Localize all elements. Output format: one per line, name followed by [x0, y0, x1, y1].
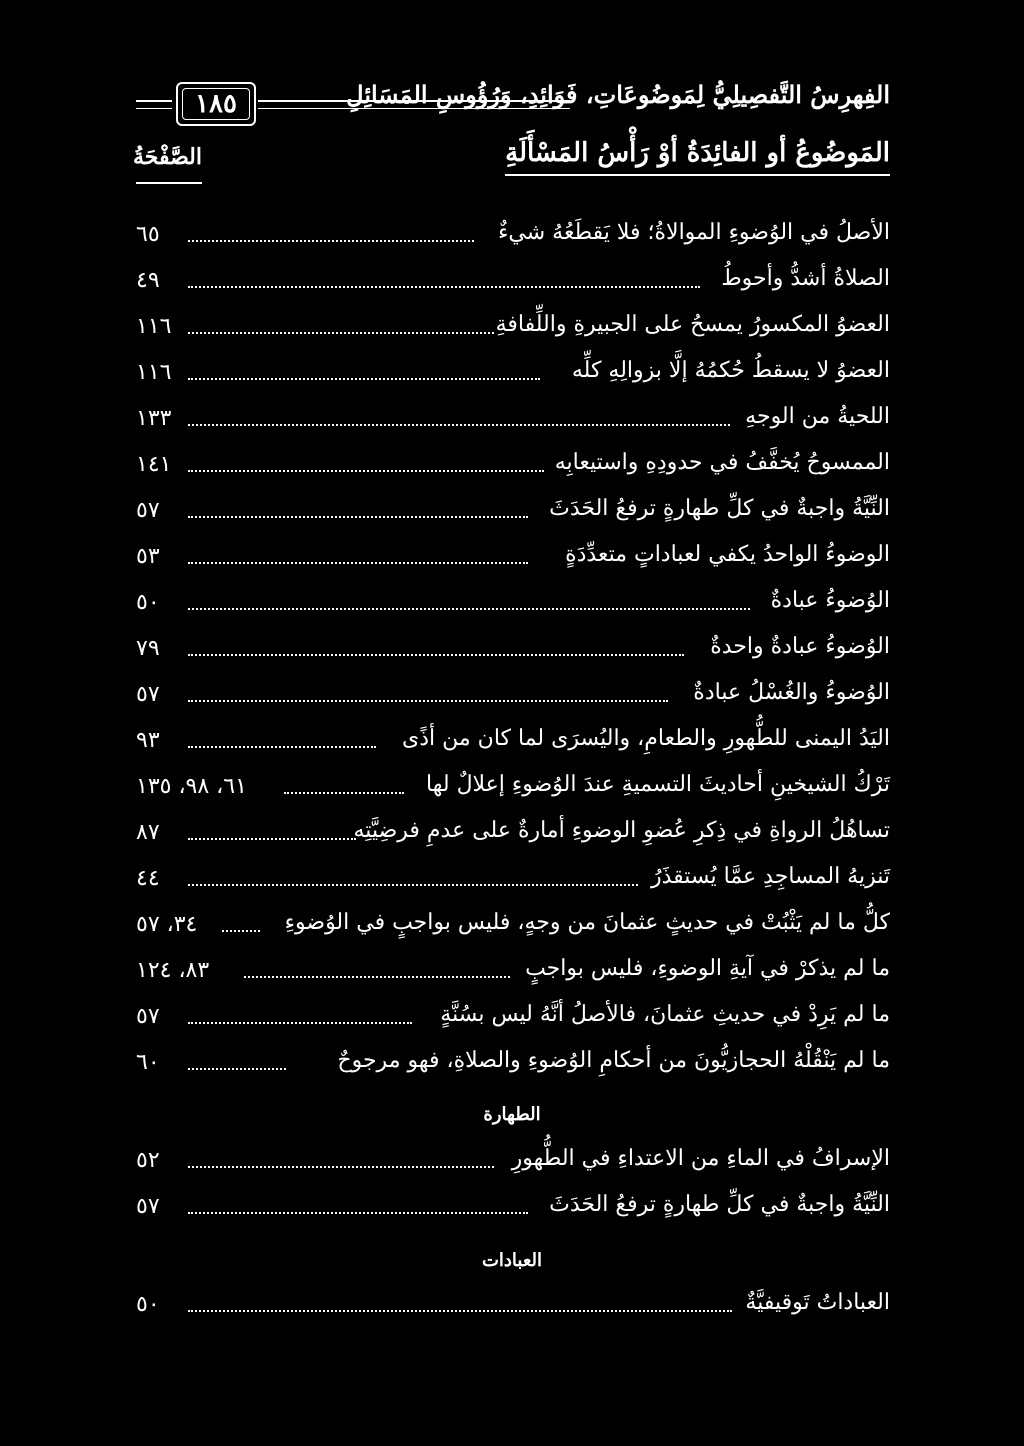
entry-pages: ٩٣	[136, 728, 160, 753]
index-entry	[136, 1284, 890, 1324]
index-entry	[136, 582, 890, 622]
column-heading-page: الصَّفْحَةُ	[136, 144, 202, 184]
leader-dots	[188, 286, 700, 288]
index-entry	[136, 812, 890, 852]
entry-pages: ٣٤، ٥٧	[136, 912, 198, 937]
column-heading-topic: المَوضُوعُ أو الفائِدَةُ أوْ رَأْسُ المَسْأَلَةِ	[505, 138, 890, 176]
index-entry	[136, 490, 890, 530]
entry-topic: العضوُ المكسورُ يمسحُ على الجبيرةِ واللِّفافةِ	[495, 312, 890, 337]
index-entry	[136, 674, 890, 714]
book-title: الفِهرِسُ التَّفصِيلِيُّ لِمَوضُوعَاتِ، فَوَائِدِ، وَرُؤُوسِ المَسَائِلِ	[346, 80, 890, 109]
entry-pages: ٥٧	[136, 1194, 160, 1219]
leader-dots	[188, 1166, 494, 1168]
entry-pages: ٥٢	[136, 1148, 160, 1173]
leader-dots	[188, 746, 376, 748]
entry-topic: الوُضوءُ عبادةٌ	[770, 588, 890, 613]
section-heading: العبادات	[481, 1250, 543, 1271]
section-heading: الطهارة	[483, 1104, 541, 1125]
leader-dots	[188, 332, 494, 334]
index-entry	[136, 628, 890, 668]
entry-topic: ما لم يَرِدْ في حديثِ عثمانَ، فالأصلُ أنَّهُ ليس بسُنَّةٍ	[440, 1002, 890, 1027]
entry-topic: اللحيةُ من الوجهِ	[745, 404, 890, 429]
entry-topic: النِّيَّةُ واجبةٌ في كلِّ طهارةٍ ترفعُ الحَدَثَ	[549, 1192, 890, 1217]
entry-topic: العضوُ لا يسقطُ حُكمُهُ إلَّا بزوالِهِ كلِّه	[571, 358, 890, 383]
entry-pages: ٦٠	[136, 1050, 160, 1075]
entry-topic: النِّيَّةُ واجبةٌ في كلِّ طهارةٍ ترفعُ الحَدَثَ	[549, 496, 890, 521]
entry-pages: ٥٠	[136, 590, 160, 615]
entry-topic: تَرْكُ الشيخينِ أحاديثَ التسميةِ عندَ الوُضوءِ إعلالٌ لها	[426, 772, 890, 797]
entry-topic: الإسرافُ في الماءِ من الاعتداءِ في الطُّهورِ	[511, 1146, 890, 1171]
entry-pages: ٥٠	[136, 1292, 160, 1317]
index-entry	[136, 996, 890, 1036]
leader-dots	[222, 930, 260, 932]
header-rule	[258, 100, 570, 109]
page-number-frame	[176, 82, 256, 126]
index-entry	[136, 904, 890, 944]
index-entry	[136, 720, 890, 760]
index-entry	[136, 1042, 890, 1082]
entry-pages: ١١٦	[136, 360, 172, 385]
leader-dots	[188, 838, 356, 840]
index-entry	[136, 214, 890, 254]
leader-dots	[188, 562, 528, 564]
index-entry	[136, 260, 890, 300]
entry-topic: ما لم يذكرْ في آيةِ الوضوءِ، فليس بواجبٍ	[525, 956, 890, 981]
leader-dots	[188, 654, 684, 656]
entry-pages: ٥٣	[136, 544, 160, 569]
entry-pages: ١٣٣	[136, 406, 172, 431]
leader-dots	[188, 1022, 412, 1024]
entry-pages: ٥٧	[136, 682, 160, 707]
entry-topic: تساهُلُ الرواةِ في ذِكرِ عُضوِ الوضوءِ أمارةٌ على عدمِ فرضِيَّتِه	[353, 818, 890, 843]
entry-pages: ٨٧	[136, 820, 160, 845]
index-entry	[136, 444, 890, 484]
page-number: ١٨٥	[195, 89, 237, 119]
entry-topic: الوُضوءُ عبادةٌ واحدةٌ	[710, 634, 890, 659]
entry-topic: اليَدُ اليمنى للطُّهورِ والطعامِ، واليُسرَى لما كان من أذًى	[402, 726, 890, 751]
leader-dots	[188, 378, 540, 380]
entry-topic: ما لم يَنْقُلْهُ الحجازيُّونَ من أحكامِ الوُضوءِ والصلاةِ، فهو مرجوحٌ	[337, 1048, 890, 1073]
index-entry	[136, 352, 890, 392]
leader-dots	[188, 240, 474, 242]
index-entry	[136, 306, 890, 346]
index-entry	[136, 536, 890, 576]
entry-pages: ٨٣، ١٢٤	[136, 958, 210, 983]
leader-dots	[284, 792, 404, 794]
entry-pages: ٥٧	[136, 498, 160, 523]
index-entry	[136, 950, 890, 990]
entry-topic: الوضوءُ الواحدُ يكفي لعباداتٍ متعدِّدَةٍ	[565, 542, 890, 567]
leader-dots	[188, 424, 730, 426]
leader-dots	[188, 470, 544, 472]
leader-dots	[188, 608, 750, 610]
index-entry	[136, 1140, 890, 1180]
entry-pages: ١١٦	[136, 314, 172, 339]
leader-dots	[188, 516, 528, 518]
leader-dots	[188, 884, 638, 886]
entry-pages: ٧٩	[136, 636, 160, 661]
entry-pages: ١٤١	[136, 452, 172, 477]
leader-dots	[188, 1068, 286, 1070]
index-entry	[136, 1186, 890, 1226]
entry-topic: العباداتُ تَوقيفيَّةٌ	[745, 1290, 890, 1315]
entry-topic: كلُّ ما لم يَثْبُتْ في حديثٍ عثمانَ من وجهٍ، فليس بواجبٍ في الوُضوءِ	[284, 910, 890, 935]
entry-pages: ٦٥	[136, 222, 160, 247]
entry-pages: ٥٧	[136, 1004, 160, 1029]
entry-topic: الممسوحُ يُخفَّفُ في حدودِهِ واستيعابِه	[554, 450, 890, 475]
leader-dots	[188, 700, 668, 702]
leader-dots	[188, 1212, 528, 1214]
entry-pages: ٤٤	[136, 866, 160, 891]
index-entry	[136, 398, 890, 438]
header-rule-left	[136, 100, 172, 109]
entry-topic: الأصلُ في الوُضوءِ الموالاةُ؛ فلا يَقطَعُهُ شيءٌ	[498, 220, 890, 245]
entry-topic: الصلاةُ أشدُّ وأحوطُ	[721, 266, 890, 291]
entry-pages: ٦١، ٩٨، ١٣٥	[136, 774, 247, 799]
entry-topic: تَنزيهُ المساجِدِ عمَّا يُستقذَرُ	[650, 864, 890, 889]
entry-pages: ٤٩	[136, 268, 160, 293]
index-entry	[136, 858, 890, 898]
page-header	[136, 80, 890, 124]
leader-dots	[188, 1310, 732, 1312]
index-entry	[136, 766, 890, 806]
entry-topic: الوُضوءُ والغُسْلُ عبادةٌ	[693, 680, 890, 705]
leader-dots	[244, 976, 510, 978]
